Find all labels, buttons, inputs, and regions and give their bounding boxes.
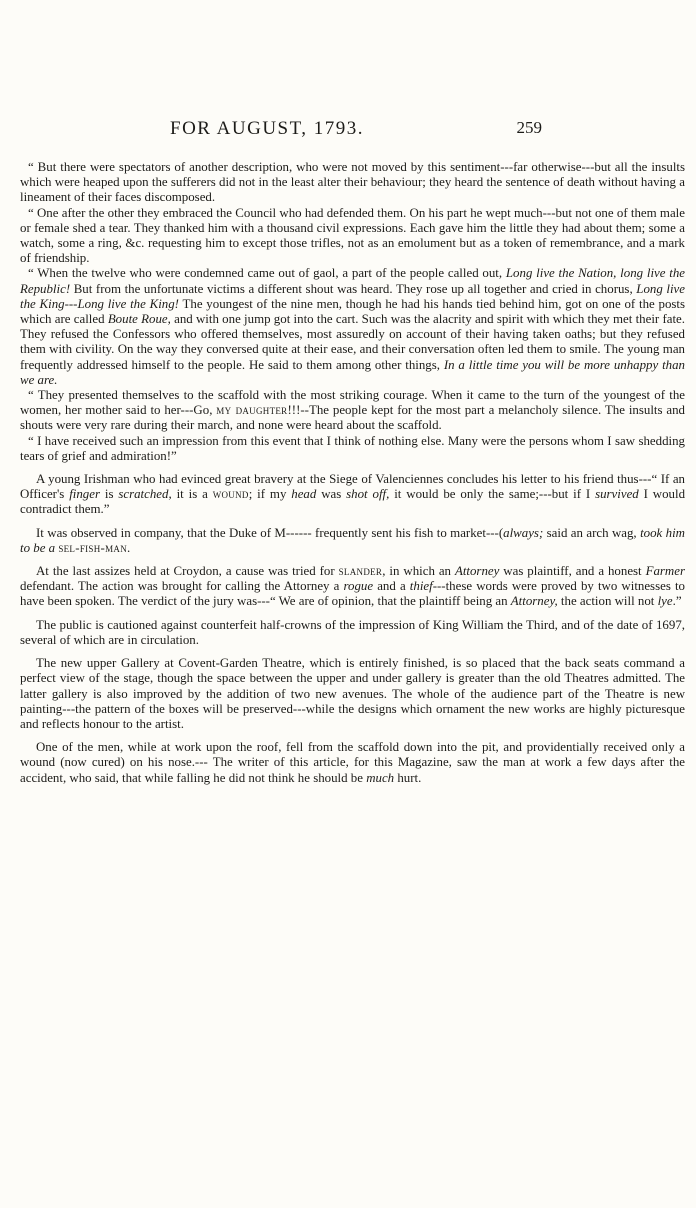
text-run: , in which an	[382, 564, 455, 579]
paragraph	[20, 160, 685, 206]
text-run: “ But there were spectators of another description, who were not moved by this sentiment---far otherwise---but all the insults which were heaped upon the sufferers did not in the least alter their behaviour; they heard the sentence of death without having a lineament of their faces discomposed.	[20, 160, 685, 205]
text-run: “ One after the other they embraced the Council who had defended them. On his part he wept much---but not one of them male or female shed a tear. They thanked him with a thousand civil expressions. Each gave him the little they had about them; some a watch, some a ring, &c. requesting him to except those trifles, not as an emolument but as a token of remembrance, and a mark of friendship.	[20, 205, 685, 266]
text-run: ; if my	[248, 487, 292, 502]
text-run: .”	[672, 594, 682, 609]
text-run: “ I have received such an impression from this event that I think of nothing else. Many were the persons whom I saw shedding tears of grief and admiration!”	[20, 433, 685, 463]
page-number: 259	[516, 118, 542, 137]
text-run: and with one jump got into the cart. Such was the alacrity and spirit with which they met their fate. They refused the Confessors who offered themselves, most assuredly on account of their having taken oaths; but they refused them with civility. On the way they conversed quite at their ease, and their conversation often led them to smile. The young man frequently addressed himself to the people. He said to them among other things,	[20, 312, 686, 372]
small-caps-run: my daughter	[216, 403, 288, 418]
italic-run: lye	[657, 594, 673, 609]
italic-run: Attorney,	[510, 594, 558, 609]
text-run: said an arch wag,	[543, 525, 641, 540]
text-run: was	[316, 487, 347, 502]
text-run: ---these words were proved by two witnesses to have been spoken. The verdict of the jury was---“ We are of opinion, that the plaintiff being an	[20, 579, 685, 609]
text-run: the action will not	[557, 594, 658, 609]
text-run: I would contradict them.”	[20, 487, 686, 517]
text-run: hurt.	[394, 770, 422, 785]
italic-run: scratched,	[118, 487, 172, 502]
paragraph	[20, 740, 685, 786]
paragraph	[20, 434, 685, 464]
small-caps-run: slander	[338, 564, 383, 579]
italic-run: always;	[503, 525, 544, 540]
text-run: !!!--The people kept for the most part a melancholy silence. The insults and shouts were very rare during their march, and none were heard about the scaffold.	[20, 403, 685, 433]
page-header	[170, 118, 542, 144]
italic-run: In a little time you will be more unhappy than we are.	[20, 357, 685, 387]
italic-run: Long live the Nation, long live the Republic!	[20, 266, 685, 296]
text-run: was plaintiff, and a honest	[499, 564, 646, 579]
paragraph	[20, 564, 685, 610]
text-run: it is a	[171, 487, 213, 502]
paragraph	[20, 388, 685, 434]
text-run: “ When the twelve who were condemned came out of gaol, a part of the people called out,	[28, 266, 506, 281]
text-run: .	[127, 540, 131, 555]
italic-run: thief	[409, 579, 433, 594]
text-run: it would be only the same;---but if I	[389, 487, 596, 502]
italic-run: survived	[595, 487, 639, 502]
text-run: The youngest of the nine men, though he had his hands tied behind him, got on one of the posts which are called	[20, 296, 686, 327]
italic-run: much	[366, 770, 395, 785]
paragraph	[20, 526, 685, 556]
small-caps-run: sel-fish-man	[58, 540, 128, 555]
text-run: defendant. The action was brought for calling the Attorney a	[20, 579, 344, 594]
paragraph	[20, 206, 685, 267]
italic-run: Farmer	[645, 564, 685, 579]
text-run: A young Irishman who had evinced great bravery at the Siege of Valenciennes concludes his letter to his friend thus---“ If an Officer's	[20, 472, 685, 502]
text-run: But from the unfortunate victims a different shout was heard. They rose up all together and cried in chorus,	[70, 281, 637, 296]
italic-run: finger	[69, 487, 100, 502]
text-run: It was observed in company, that the Duke of M------ frequently sent his fish to market---(	[36, 525, 504, 540]
text-run: “ They presented themselves to the scaffold with the most striking courage. When it came to the turn of the youngest of the women, her mother said to her---Go,	[20, 388, 685, 418]
paragraph	[20, 656, 685, 732]
text-run: The new upper Gallery at Covent-Garden Theatre, which is entirely finished, is so placed that the back seats command a perfect view of the stage, though the space between the upper and under gallery is greater than the old Theatres admitted. The latter gallery is also improved by the addition of two new avenues. The whole of the audience part of the Theatre is new painting---the pattern of the boxes will be preserved---while the designs which ornament the new works are highly picturesque and reflects honour to the artist.	[20, 656, 685, 731]
text-run: and a	[373, 579, 410, 594]
running-title: FOR AUGUST, 1793.	[170, 118, 365, 139]
italic-run: rogue	[343, 579, 374, 594]
article-body	[20, 160, 685, 786]
text-run: is	[100, 487, 119, 502]
italic-run: Boute Roue,	[107, 312, 171, 327]
paragraph	[20, 472, 685, 518]
text-run: At the last assizes held at Croydon, a cause was tried for	[36, 564, 339, 579]
italic-run: Attorney	[454, 564, 500, 579]
small-caps-run: wound	[212, 487, 249, 502]
italic-run: shot off,	[346, 487, 390, 502]
italic-run: Long live the King---Long live the King!	[20, 281, 685, 311]
text-run: The public is cautioned against counterfeit half-crowns of the impression of King William the Third, and of the date of 1697, several of which are in circulation.	[20, 617, 685, 647]
italic-run: took him to be a	[20, 525, 685, 555]
text-run: One of the men, while at work upon the roof, fell from the scaffold down into the pit, and providentially received only a wound (now cured) on his nose.--- The writer of this article, for this Magazine, saw the man at work a few days after the accident, who said, that while falling he did not think he should be	[20, 740, 685, 785]
paragraph	[20, 266, 685, 388]
paragraph	[20, 618, 685, 648]
italic-run: head	[291, 487, 317, 502]
